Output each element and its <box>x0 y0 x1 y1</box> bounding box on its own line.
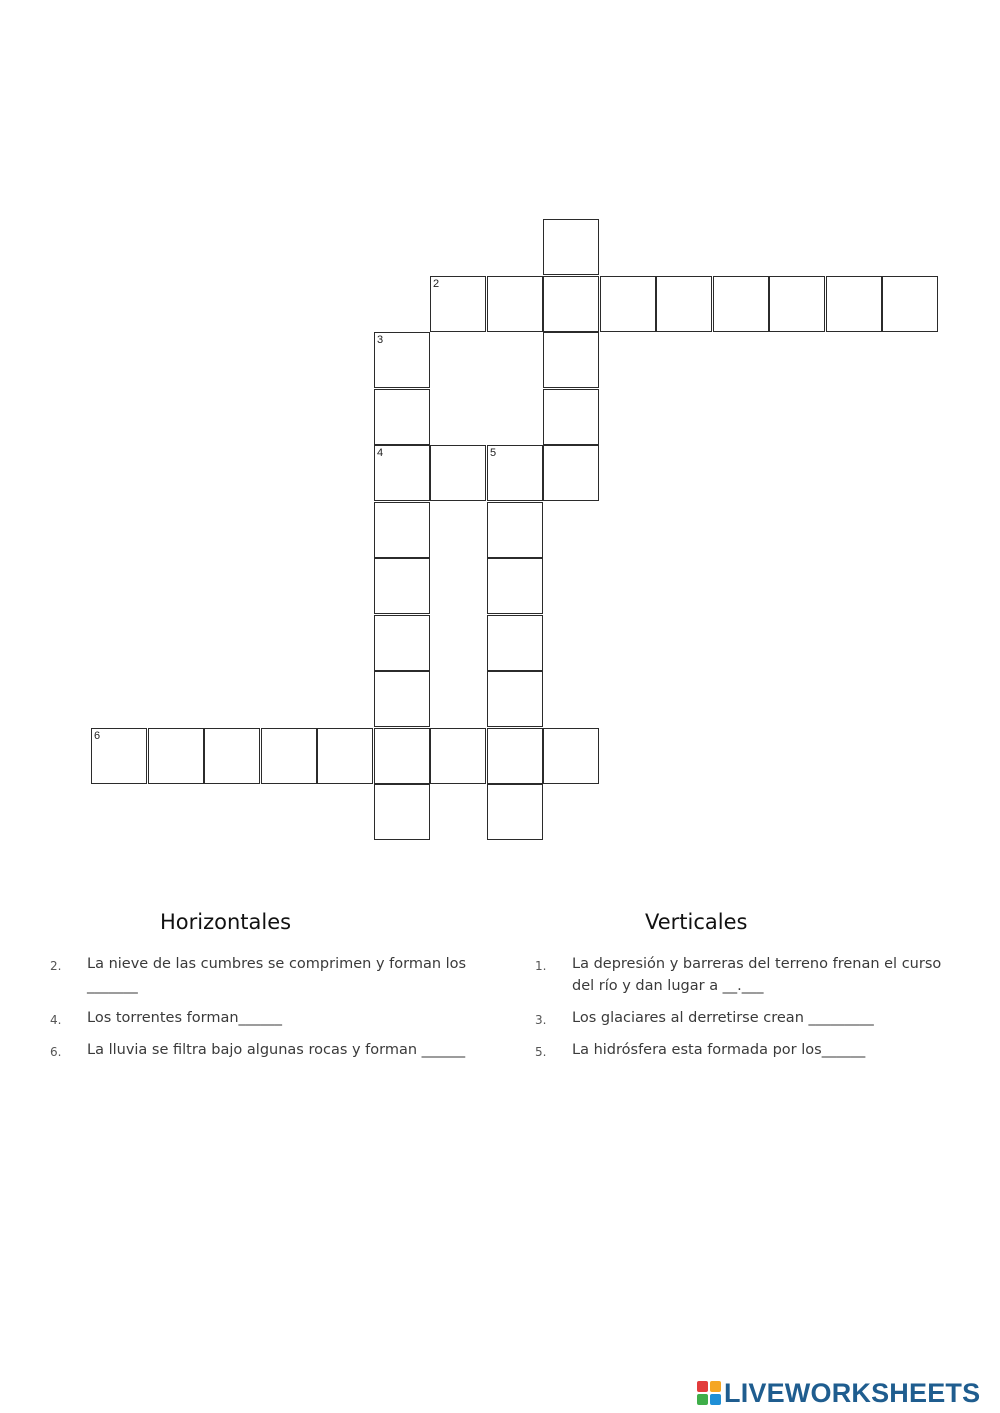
crossword-letter-input[interactable] <box>770 277 824 331</box>
crossword-letter-input[interactable] <box>92 729 146 783</box>
clue-text: Los torrentes forman______ <box>87 1010 283 1026</box>
crossword-letter-input[interactable] <box>318 729 372 783</box>
clue-number: 3. <box>535 1013 547 1027</box>
crossword-letter-input[interactable] <box>488 729 542 783</box>
clue-item <box>535 953 952 997</box>
crossword-cell[interactable] <box>882 276 938 332</box>
horizontal-clue-list <box>50 953 477 1071</box>
crossword-letter-input[interactable] <box>544 729 598 783</box>
clue-text: La depresión y barreras del terreno frenan el curso del río y dan lugar a __.___ <box>572 956 942 994</box>
crossword-cell[interactable] <box>374 502 430 558</box>
crossword-letter-input[interactable] <box>544 446 598 500</box>
liveworksheets-logo <box>697 1378 980 1408</box>
crossword-letter-input[interactable] <box>544 333 598 387</box>
crossword-cell[interactable] <box>543 332 599 388</box>
logo-square-red <box>697 1381 708 1392</box>
crossword-letter-input[interactable] <box>375 672 429 726</box>
horizontal-title: Horizontales <box>160 910 292 934</box>
vertical-title: Verticales <box>645 910 748 934</box>
crossword-letter-input[interactable] <box>488 277 542 331</box>
clue-number: 2. <box>50 959 62 973</box>
crossword-letter-input[interactable] <box>488 785 542 839</box>
clue-text: La lluvia se filtra bajo algunas rocas y forman ______ <box>87 1042 466 1058</box>
clue-start-number: 2 <box>433 278 440 290</box>
crossword-cell[interactable] <box>543 728 599 784</box>
clue-number: 4. <box>50 1013 62 1027</box>
crossword-letter-input[interactable] <box>827 277 881 331</box>
crossword-letter-input[interactable] <box>375 503 429 557</box>
crossword-cell[interactable] <box>374 784 430 840</box>
crossword-cell[interactable] <box>430 276 486 332</box>
crossword-cell[interactable] <box>600 276 656 332</box>
crossword-letter-input[interactable] <box>262 729 316 783</box>
liveworksheets-logo-icon <box>697 1381 721 1405</box>
crossword-cell[interactable] <box>317 728 373 784</box>
clue-item <box>50 1007 477 1029</box>
clue-number: 1. <box>535 959 547 973</box>
crossword-cell[interactable] <box>826 276 882 332</box>
crossword-letter-input[interactable] <box>431 446 485 500</box>
clue-start-number: 5 <box>490 447 497 459</box>
crossword-letter-input[interactable] <box>488 559 542 613</box>
clue-start-number: 6 <box>94 730 101 742</box>
crossword-cell[interactable] <box>374 389 430 445</box>
crossword-cell[interactable] <box>543 276 599 332</box>
crossword-letter-input[interactable] <box>601 277 655 331</box>
crossword-cell[interactable] <box>487 784 543 840</box>
crossword-letter-input[interactable] <box>205 729 259 783</box>
crossword-cell[interactable] <box>543 219 599 275</box>
vertical-clue-list <box>535 953 952 1071</box>
clue-text: Los glaciares al derretirse crean _________ <box>572 1010 874 1026</box>
crossword-cell[interactable] <box>91 728 147 784</box>
logo-square-green <box>697 1394 708 1405</box>
crossword-letter-input[interactable] <box>431 277 485 331</box>
crossword-cell[interactable] <box>487 728 543 784</box>
crossword-letter-input[interactable] <box>488 616 542 670</box>
crossword-letter-input[interactable] <box>883 277 937 331</box>
crossword-letter-input[interactable] <box>544 390 598 444</box>
crossword-letter-input[interactable] <box>375 446 429 500</box>
crossword-letter-input[interactable] <box>544 277 598 331</box>
crossword-cell[interactable] <box>374 332 430 388</box>
crossword-cell[interactable] <box>374 558 430 614</box>
crossword-cell[interactable] <box>374 615 430 671</box>
clue-text: La hidrósfera esta formada por los______ <box>572 1042 866 1058</box>
crossword-letter-input[interactable] <box>431 729 485 783</box>
crossword-letter-input[interactable] <box>488 672 542 726</box>
clue-text: La nieve de las cumbres se comprimen y forman los _______ <box>87 956 467 994</box>
crossword-letter-input[interactable] <box>375 390 429 444</box>
crossword-letter-input[interactable] <box>657 277 711 331</box>
crossword-cell[interactable] <box>204 728 260 784</box>
crossword-letter-input[interactable] <box>375 333 429 387</box>
crossword-letter-input[interactable] <box>375 616 429 670</box>
crossword-cell[interactable] <box>713 276 769 332</box>
clue-start-number: 4 <box>377 447 384 459</box>
crossword-letter-input[interactable] <box>544 220 598 274</box>
crossword-cell[interactable] <box>487 558 543 614</box>
crossword-letter-input[interactable] <box>375 729 429 783</box>
crossword-cell[interactable] <box>374 728 430 784</box>
clue-item <box>535 1039 952 1061</box>
crossword-cell[interactable] <box>261 728 317 784</box>
crossword-cell[interactable] <box>374 671 430 727</box>
crossword-cell[interactable] <box>487 671 543 727</box>
clue-start-number: 3 <box>377 334 384 346</box>
crossword-cell[interactable] <box>543 389 599 445</box>
crossword-letter-input[interactable] <box>375 559 429 613</box>
crossword-letter-input[interactable] <box>488 446 542 500</box>
crossword-cell[interactable] <box>656 276 712 332</box>
clue-item <box>50 953 477 997</box>
logo-square-blue <box>710 1394 721 1405</box>
clue-item <box>50 1039 477 1061</box>
clue-number: 5. <box>535 1045 547 1059</box>
crossword-cell[interactable] <box>769 276 825 332</box>
crossword-cell[interactable] <box>487 502 543 558</box>
crossword-letter-input[interactable] <box>149 729 203 783</box>
crossword-cell[interactable] <box>487 276 543 332</box>
crossword-cell[interactable] <box>487 445 543 501</box>
crossword-letter-input[interactable] <box>488 503 542 557</box>
crossword-letter-input[interactable] <box>714 277 768 331</box>
crossword-cell[interactable] <box>430 445 486 501</box>
crossword-letter-input[interactable] <box>375 785 429 839</box>
logo-square-orange <box>710 1381 721 1392</box>
logo-wordmark: LIVEWORKSHEETS <box>724 1377 981 1408</box>
clue-item <box>535 1007 952 1029</box>
clue-number: 6. <box>50 1045 62 1059</box>
crossword-cell[interactable] <box>487 615 543 671</box>
crossword-cell[interactable] <box>543 445 599 501</box>
crossword-cell[interactable] <box>148 728 204 784</box>
crossword-cell[interactable] <box>430 728 486 784</box>
crossword-cell[interactable] <box>374 445 430 501</box>
